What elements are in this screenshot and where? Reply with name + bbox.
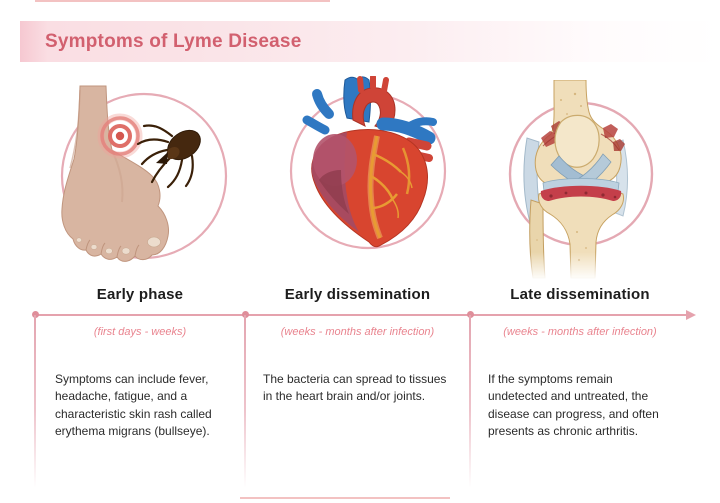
description-early-phase: Symptoms can include fever, headache, fatigue, and a characteristic skin rash called erythema migrans (bullseye). xyxy=(55,372,212,439)
phase-heading-early-phase: Early phase xyxy=(96,286,184,303)
column-divider-1 xyxy=(34,315,36,488)
title-banner xyxy=(20,21,720,62)
knee-joint-arthritis-icon xyxy=(491,80,671,280)
heart-anatomy-icon xyxy=(283,76,453,266)
column-divider-2 xyxy=(244,315,246,488)
late-dissemination-illustration xyxy=(491,80,671,280)
timeframe-early-dissemination: (weeks - months after infection) xyxy=(280,326,435,338)
early-dissemination-illustration xyxy=(283,76,453,266)
description-early-dissemination: The bacteria can spread to tissues in the heart brain and/or joints. xyxy=(263,372,447,404)
timeline-arrowhead-icon xyxy=(686,310,696,320)
foot-with-tick-and-bullseye-rash-icon xyxy=(54,84,234,264)
page-title: Symptoms of Lyme Disease xyxy=(45,31,302,52)
timeline-line xyxy=(35,314,688,316)
top-crop-mark xyxy=(35,0,330,2)
column-divider-3 xyxy=(469,315,471,488)
timeframe-late-dissemination: (weeks - months after infection) xyxy=(503,326,657,338)
description-late-dissemination: If the symptoms remain undetected and untreated, the disease can progress, and often presents as chronic arthritis. xyxy=(488,372,659,439)
bottom-crop-mark xyxy=(240,497,450,499)
early-phase-illustration xyxy=(54,84,234,264)
phase-heading-early-dissemination: Early dissemination xyxy=(284,286,431,303)
phase-heading-late-dissemination: Late dissemination xyxy=(510,286,650,303)
timeframe-early-phase: (first days - weeks) xyxy=(93,326,187,338)
